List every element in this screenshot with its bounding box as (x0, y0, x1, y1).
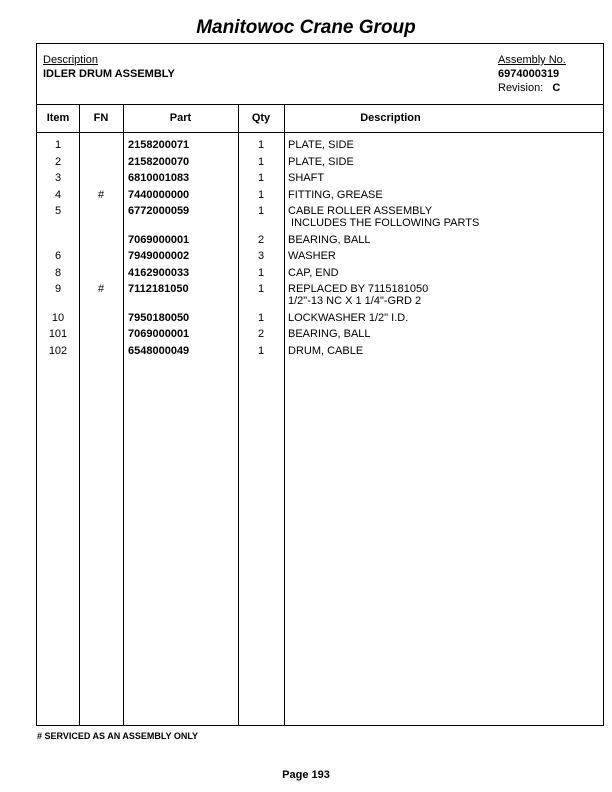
part-number-cell: 7950180050 (128, 311, 190, 324)
revision-label: Revision: (498, 82, 544, 94)
part-number-cell: 6772000059 (128, 205, 190, 217)
description-label: Description (43, 54, 99, 66)
qty-cell: 1 (257, 283, 265, 295)
description-line: REPLACED BY 7115181050 (288, 283, 429, 295)
part-number-cell: 7069000001 (128, 233, 190, 246)
revision-line (498, 81, 566, 95)
part-number-cell: 7440000000 (128, 188, 190, 201)
page-number: Page 193 (282, 769, 330, 781)
fn-cell: # (97, 283, 105, 295)
column-divider (123, 104, 124, 725)
column-header-fn: FN (93, 112, 109, 124)
description-cell (288, 156, 598, 168)
part-number-cell: 7112181050 (128, 283, 189, 295)
description-line: PLATE, SIDE (288, 155, 354, 168)
column-header-qty: Qty (251, 112, 271, 124)
description-line: DRUM, CABLE (288, 344, 364, 357)
part-number-cell: 7069000001 (128, 328, 190, 340)
qty-cell: 1 (257, 311, 265, 324)
item-cell: 9 (54, 283, 62, 295)
qty-cell: 1 (257, 266, 265, 279)
part-number-cell: 2158200070 (128, 155, 190, 168)
description-cell (288, 189, 598, 201)
description-cell (288, 267, 598, 279)
assembly-description: IDLER DRUM ASSEMBLY (43, 68, 175, 80)
part-number-cell: 6548000049 (128, 344, 190, 357)
qty-cell: 2 (257, 328, 265, 340)
column-header-item: Item (46, 112, 70, 124)
description-cell (288, 205, 598, 229)
description-line: BEARING, BALL (288, 328, 371, 340)
assembly-no: 6974000319 (498, 68, 560, 80)
fn-cell: # (97, 188, 105, 201)
item-cell: 4 (54, 188, 62, 201)
column-header-row (37, 104, 603, 133)
description-line: BEARING, BALL (288, 233, 371, 246)
qty-cell: 1 (257, 344, 265, 357)
footnote: # SERVICED AS AN ASSEMBLY ONLY (37, 731, 199, 741)
qty-cell: 3 (257, 250, 265, 262)
part-number-cell: 7949000002 (128, 250, 190, 262)
item-cell: 8 (54, 266, 62, 279)
part-number-cell: 2158200071 (128, 139, 190, 151)
part-number-cell: 6810001083 (128, 172, 190, 184)
description-line: 1/2"-13 NC X 1 1/4"-GRD 2 (288, 295, 422, 307)
description-cell (288, 312, 598, 324)
description-line: PLATE, SIDE (288, 139, 354, 151)
description-line: WASHER (288, 250, 336, 262)
description-line: LOCKWASHER 1/2" I.D. (288, 311, 409, 324)
description-cell (288, 283, 598, 307)
description-line: INCLUDES THE FOLLOWING PARTS (288, 217, 480, 229)
item-cell: 6 (54, 250, 62, 262)
parts-table (36, 43, 604, 726)
item-cell: 2 (54, 155, 62, 168)
qty-cell: 2 (257, 233, 265, 246)
revision-value: C (552, 82, 561, 94)
page-title: Manitowoc Crane Group (196, 17, 416, 38)
part-number-cell: 4162900033 (128, 266, 190, 279)
qty-cell: 1 (257, 155, 265, 168)
description-line: FITTING, GREASE (288, 188, 383, 201)
qty-cell: 1 (257, 139, 265, 151)
qty-cell: 1 (257, 205, 265, 217)
description-cell (288, 345, 598, 357)
assembly-number-block (498, 53, 566, 95)
description-line: SHAFT (288, 172, 325, 184)
column-header-description: Description (360, 112, 421, 124)
column-header-part: Part (169, 112, 192, 124)
description-cell (288, 139, 598, 151)
description-cell (288, 250, 598, 262)
qty-cell: 1 (257, 172, 265, 184)
assembly-description-block (43, 53, 175, 81)
item-cell: 1 (54, 139, 62, 151)
item-cell: 101 (48, 328, 68, 340)
description-line: CABLE ROLLER ASSEMBLY (288, 205, 433, 217)
item-cell: 3 (54, 172, 62, 184)
description-cell (288, 328, 598, 340)
assembly-header (37, 44, 603, 105)
column-divider (284, 104, 285, 725)
item-cell: 5 (54, 205, 62, 217)
qty-cell: 1 (257, 188, 265, 201)
item-cell: 10 (51, 311, 65, 324)
item-cell: 102 (48, 344, 68, 357)
assembly-no-label: Assembly No. (498, 54, 566, 66)
description-line: CAP, END (288, 266, 339, 279)
description-cell (288, 172, 598, 184)
description-cell (288, 234, 598, 246)
